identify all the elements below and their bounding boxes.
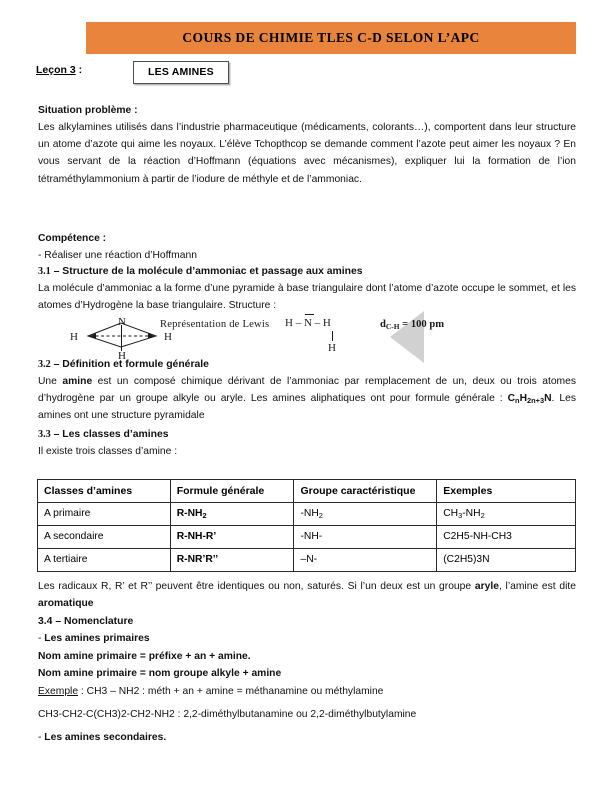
radicaux-paragraph [38,578,576,612]
nomenclature-rule-1 [38,648,576,665]
situation-heading: Situation problème : [38,105,138,116]
competence-heading-wrap [38,230,576,247]
section-34-title: Nomenclature [64,616,134,627]
competence-heading: Compétence : [38,233,107,244]
example-body: : CH3 – NH2 : méth + an + amine = méthanamine ou méthylamine [78,686,384,697]
ammonia-structure-figure [60,314,460,362]
cell-groupe [294,503,437,526]
section-31-dash: – [50,266,63,277]
lewis-caption: Représentation de Lewis [160,319,270,330]
nomenclature-example-2: CH3-CH2-C(CH3)2-CH2-NH2 : 2,2-diméthylbutanamine ou 2,2-diméthylbutylamine [38,709,417,720]
formula-2n3-sub: 2n+3 [527,396,545,406]
cell-formule [170,526,294,549]
exemple-pre: (C2H5)3N [443,554,490,565]
lewis-formula [285,317,331,329]
example-label: Exemple [38,686,79,697]
exemple-sub1: 3 [458,511,463,521]
section-34-number: 3.4 [38,616,53,627]
exemple-pre: C2H5-NH-CH3 [443,531,512,542]
pyramid-h-right: H [164,331,172,343]
def-part2: est un composé chimique dérivant de l’ammoniac par remplacement de un, deux ou trois atomes d’hydrogène par un groupe alkyle ou aryle. Les amines aliphatiques ont pour formule générale : [38,376,576,405]
section-33-heading [38,426,576,443]
th-groupe: Groupe caractéristique [294,480,437,503]
formula-n-atom: N [544,393,552,405]
rule1-text: Nom amine primaire = préfixe + an + amine. [38,651,251,662]
cell-groupe [294,549,437,572]
cell-exemple [437,526,576,549]
rule2-text: Nom amine primaire = nom groupe alkyle + amine [38,668,282,679]
th-exemples: Exemples [437,480,576,503]
radicaux-bold-aryle: aryle [474,581,499,592]
exemple-pre: CH [443,508,459,519]
groupe-main: -NH- [300,531,323,542]
lesson-colon: : [75,64,83,76]
def-part1: Une [38,376,63,387]
section-32-title: Définition et formule générale [62,359,209,370]
lewis-nitrogen-wrap [304,317,312,329]
section-32-number: 3.2 [38,359,51,370]
header-banner-row [0,22,612,54]
cell-classe: A primaire [38,503,171,526]
formule-main: R-NH-R’ [176,531,217,542]
distance-value: = 100 pm [399,319,445,330]
lewis-vertical-bond [332,331,333,341]
nomenclature-example-1 [38,683,576,700]
def-part3: . Les amines ont une structure pyramidale [38,393,576,422]
def-bold-amine: amine [62,376,93,387]
section-34-heading [38,613,576,630]
th-formule: Formule générale [170,480,294,503]
bullet-amines-secondaires [38,729,576,746]
cell-exemple [437,549,576,572]
lesson-title-box: LES AMINES [133,61,229,84]
section-33-number: 3.3 [38,429,51,440]
section-31-number: 3.1 [38,266,51,277]
pyramid-h-left: H [70,331,78,343]
cell-exemple [437,503,576,526]
bullet1-text: Les amines primaires [44,633,150,644]
bullet2-text: Les amines secondaires. [44,732,167,743]
lesson-label [36,64,82,76]
table-row [38,549,576,572]
cell-formule [170,503,294,526]
cell-formule [170,549,294,572]
groupe-main: –N- [300,554,318,565]
cell-groupe [294,526,437,549]
bullet1-dash: - [38,633,45,644]
lewis-nitrogen: N [303,317,312,329]
section-31-title: Structure de la molécule d’ammoniac et passage aux amines [62,266,363,277]
section-31-heading [38,263,576,280]
amine-classes-table [37,479,576,572]
competence-item: - Réaliser une réaction d’Hoffmann [38,250,197,261]
section-31-body: La molécule d’ammoniac a la forme d’une pyramide à base triangulaire dont l’atome d’azote occupe le sommet, et les atomes d’Hydrogène la base triangulaire. Structure : [38,283,576,312]
th-classes: Classes d’amines [38,480,171,503]
exemple-mid: -NH [462,508,481,519]
course-title: COURS DE CHIMIE TLES C-D SELON L’APC [182,30,480,45]
distance-subscript: C-H [385,322,400,332]
section-32-heading [38,356,576,373]
general-formula [508,393,552,404]
formula-n-sub: n [515,396,520,406]
lesson-row [36,61,576,87]
section-33-dash: – [50,429,63,440]
lone-pair-bar [305,314,314,315]
bullet-amines-primaires [38,630,576,647]
radicaux-bold-aromatique: aromatique [38,598,94,610]
section-33-body: Il existe trois classes d’amine : [38,446,178,457]
table-row [38,503,576,526]
bond-distance-label [380,319,444,330]
header-banner [86,22,576,54]
section-32-dash: – [50,359,63,370]
table-row [38,526,576,549]
formule-sub: 2 [202,511,207,521]
radicaux-line1: Les radicaux R, R’ et R’’ peuvent être identiques ou non, saturés. Si l’un deux est un groupe [38,581,475,592]
groupe-main: -NH [300,508,319,519]
cell-classe: A tertiaire [38,549,171,572]
bullet2-dash: - [38,732,45,743]
formula-h: H [519,393,528,405]
pyramid-h-bottom: H [118,350,126,360]
cell-classe: A secondaire [38,526,171,549]
lesson-number: Leçon 3 [36,64,76,76]
section-32-body [38,373,576,425]
nomenclature-rule-2 [38,665,576,682]
distance-d: d [380,319,386,330]
table-header-row [38,480,576,503]
formule-main: R-NH [176,508,203,519]
formule-main: R-NR’R’’ [176,554,219,565]
situation-heading-wrap [38,102,576,119]
pyramid-n-top: N [118,316,126,328]
groupe-sub: 2 [318,511,323,521]
section-34-dash: – [52,616,65,627]
radicaux-line2: , l’amine est dite [498,581,576,592]
lewis-right-h: – H [314,317,331,329]
situation-body: Les alkylamines utilisés dans l’industrie pharmaceutique (médicaments, colorants…), comportent dans leur structure un atome d’azote qui aime les noyaux. L’élève Tchopthcop se demande comment l’azote peut aimer les noyaux ? En vous servant de la réaction d’Hoffmann (équations avec mécanismes), expliquer lui la formation de l’ion tétraméthylammonium à partir de l’iodure de méthyle et de l’ammoniac. [38,122,576,185]
lewis-bottom-h: H [328,342,336,354]
exemple-sub2: 2 [480,511,485,521]
section-33-title: Les classes d’amines [62,429,169,440]
formula-c: C [507,393,516,405]
lewis-left-h: H – [285,317,302,329]
